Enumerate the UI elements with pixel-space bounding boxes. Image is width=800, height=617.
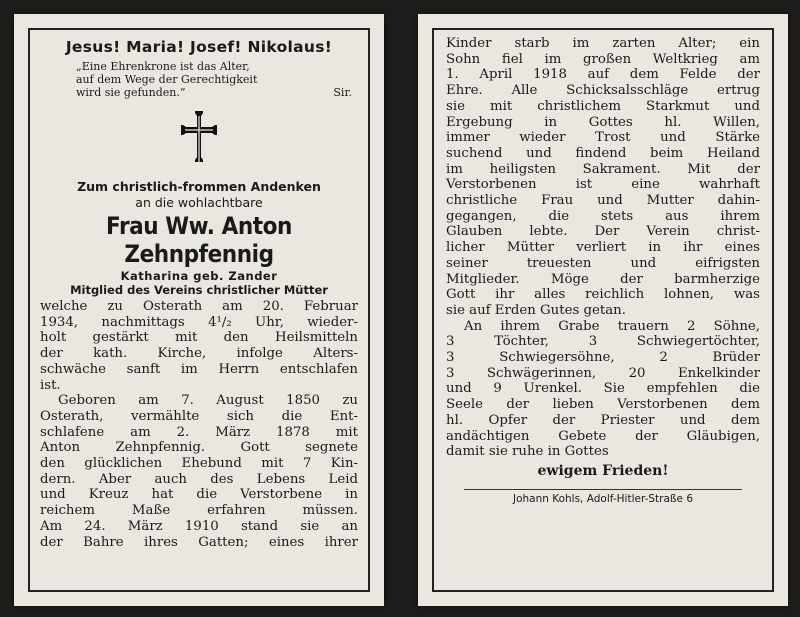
death-notice-text bbox=[40, 299, 358, 550]
text-line: den glücklichen Ehebund mit 7 Kin- bbox=[40, 456, 358, 472]
membership-line: Mitglied des Vereins christlicher Mütter bbox=[70, 283, 328, 297]
text-line: 3 Schwiegersöhne, 2 Brüder bbox=[446, 350, 760, 366]
text-line: Am 24. März 1910 stand sie an bbox=[40, 518, 358, 534]
text-line: Verstorbenen ist eine wahrhaft bbox=[446, 177, 760, 193]
text-line: reichem Maße erfahren müssen. bbox=[40, 503, 358, 519]
text-line: andächtigen Gebete der Gläubigen, bbox=[446, 428, 760, 444]
text-line: Geboren am 7. August 1850 zu bbox=[58, 393, 358, 409]
printer-imprint: Johann Kohls, Adolf-Hitler-Straße 6 bbox=[512, 492, 694, 505]
card-border-right bbox=[432, 28, 774, 592]
text-line: welche zu Osterath am 20. Februar bbox=[40, 299, 358, 314]
text-line: Osterath, vermählte sich die Ent- bbox=[40, 408, 358, 424]
quote-last-row bbox=[76, 86, 352, 99]
deceased-name: Frau Ww. Anton Zehnpfennig bbox=[106, 212, 292, 268]
memorial-card-left bbox=[14, 14, 384, 606]
text-line: An ihrem Grabe trauern 2 Söhne, bbox=[464, 318, 760, 334]
text-line: hl. Opfer der Priester und dem bbox=[446, 412, 760, 428]
text-line: sie auf Erden Gutes getan. bbox=[446, 302, 626, 318]
text-line: schlafene am 2. März 1878 mit bbox=[40, 424, 358, 440]
text-line: sie mit christlichem Starkmut und bbox=[446, 98, 760, 114]
closing-words: ewigem Frieden! bbox=[537, 462, 669, 479]
text-line: dern. Aber auch des Lebens Leid bbox=[40, 471, 358, 487]
latin-cross-icon bbox=[177, 109, 221, 171]
text-line: Seele der lieben Verstorbenen dem bbox=[446, 397, 760, 413]
text-line: Ergebung in Gottes hl. Willen, bbox=[446, 114, 760, 130]
text-line: Kinder starb im zarten Alter; ein bbox=[446, 36, 760, 51]
text-line: Glauben lebte. Der Verein christ- bbox=[446, 224, 760, 240]
bible-quote bbox=[76, 60, 352, 99]
text-line: Anton Zehnpfennig. Gott segnete bbox=[40, 440, 358, 456]
text-line: seiner treuesten und eifrigsten bbox=[446, 255, 760, 271]
text-line: Mitglieder. Möge der barmherzige bbox=[446, 271, 760, 287]
card-border-left bbox=[28, 28, 370, 592]
text-line: der Bahre ihres Gatten; eines ihrer bbox=[40, 534, 358, 550]
text-line: ist. bbox=[40, 377, 61, 393]
text-line: 1934, nachmittags 4¹/₂ Uhr, wieder- bbox=[40, 314, 358, 330]
quote-line: wird sie gefunden.“ bbox=[76, 86, 186, 99]
memorial-card-right bbox=[418, 14, 788, 606]
text-line: der kath. Kirche, infolge Alters- bbox=[40, 346, 358, 362]
text-line: christliche Frau und Mutter dahin- bbox=[446, 193, 760, 209]
quote-line: auf dem Wege der Gerechtigkeit bbox=[76, 73, 258, 86]
quote-source: Sir. bbox=[333, 86, 352, 99]
text-line: 3 Töchter, 3 Schwiegertöchter, bbox=[446, 334, 760, 350]
text-line: 1. April 1918 auf dem Felde der bbox=[446, 67, 760, 83]
maiden-name: Katharina geb. Zander bbox=[120, 269, 278, 283]
printer-divider bbox=[464, 489, 742, 490]
text-line: damit sie ruhe in Gottes bbox=[446, 444, 609, 460]
text-line: Sohn fiel im großen Weltkrieg am bbox=[446, 51, 760, 67]
in-memory-line: Zum christlich-frommen Andenken bbox=[77, 179, 321, 194]
text-line: 3 Schwägerinnen, 20 Enkelkinder bbox=[446, 365, 760, 381]
biography-text bbox=[446, 36, 760, 460]
text-line: holt gestärkt mit den Heilsmitteln bbox=[40, 330, 358, 346]
motto: Jesus! Maria! Josef! Nikolaus! bbox=[65, 38, 333, 56]
text-line: Gott ihr alles reichlich lohnen, was bbox=[446, 287, 760, 303]
text-line: Ehre. Alle Schicksalsschläge ertrug bbox=[446, 83, 760, 99]
text-line: suchend und findend beim Heiland bbox=[446, 145, 760, 161]
text-line: gegangen, die stets aus ihrem bbox=[446, 208, 760, 224]
dedication-line: an die wohlachtbare bbox=[135, 195, 263, 210]
quote-line: „Eine Ehrenkrone ist das Alter, bbox=[76, 60, 250, 73]
text-line: schwäche sanft im Herrn entschlafen bbox=[40, 361, 358, 377]
text-line: immer wieder Trost und Stärke bbox=[446, 130, 760, 146]
text-line: licher Mütter verliert in ihr eines bbox=[446, 240, 760, 256]
text-line: und 9 Urenkel. Sie empfehlen die bbox=[446, 381, 760, 397]
text-line: im heiligsten Sakrament. Mit der bbox=[446, 161, 760, 177]
text-line: und Kreuz hat die Verstorbene in bbox=[40, 487, 358, 503]
